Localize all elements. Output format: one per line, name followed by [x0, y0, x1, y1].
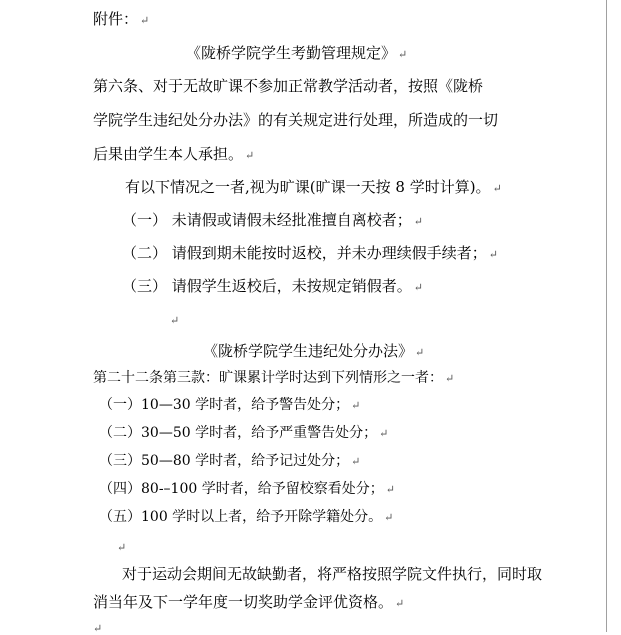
paragraph-mark-icon: ↵	[117, 541, 127, 554]
paragraph-mark-icon: ↵	[385, 483, 395, 496]
absence-item: （一） 未请假或请假未经批准擅自离校者； ↵	[122, 211, 423, 229]
empty-paragraph	[168, 312, 179, 327]
penalty-item: （三）50—80 学时者，给予记过处分； ↵	[99, 453, 361, 469]
penalty-item: （一）10—30 学时者，给予警告处分； ↵	[99, 397, 361, 413]
paragraph-mark-icon: ↵	[245, 149, 255, 162]
attachment-label: 附件： ↵	[93, 10, 150, 28]
paragraph-mark-icon: ↵	[492, 182, 502, 195]
paragraph-mark-icon: ↵	[445, 372, 455, 385]
penalty-item: （四）80-–100 学时者，给予留校察看处分； ↵	[99, 481, 395, 497]
page-edge	[606, 0, 621, 632]
paragraph-mark-icon: ↵	[398, 48, 408, 61]
paragraph-mark-icon: ↵	[413, 215, 423, 228]
empty-paragraph	[91, 620, 102, 635]
paragraph-mark-icon: ↵	[395, 597, 405, 610]
section2-title: 《陇桥学院学生违纪处分办法》 ↵	[203, 342, 425, 360]
paragraph-mark-icon: ↵	[351, 455, 361, 468]
paragraph-mark-icon: ↵	[384, 511, 394, 524]
paragraph-mark-icon: ↵	[140, 14, 150, 27]
paragraph-mark-icon: ↵	[170, 314, 180, 327]
paragraph-mark-icon: ↵	[93, 622, 103, 635]
article-line: 后果由学生本人承担。 ↵	[93, 145, 255, 163]
closing-line: 消当年及下一学年度一切奖助学金评优资格。 ↵	[93, 593, 405, 611]
paragraph-mark-icon: ↵	[488, 248, 498, 261]
clause-intro: 第二十二条第三款：旷课累计学时达到下列情形之一者： ↵	[93, 370, 455, 386]
absence-definition: 有以下情况之一者,视为旷课(旷课一天按 8 学时计算)。 ↵	[125, 178, 502, 196]
empty-paragraph	[115, 540, 126, 554]
article-line: 第六条、对于无故旷课不参加正常教学活动者，按照《陇桥	[93, 77, 484, 95]
article-line: 学院学生违纪处分办法》的有关规定进行处理，所造成的一切	[93, 111, 499, 129]
absence-item: （三） 请假学生返校后，未按规定销假者。 ↵	[122, 277, 423, 295]
paragraph-mark-icon: ↵	[415, 346, 425, 359]
paragraph-mark-icon: ↵	[351, 399, 361, 412]
paragraph-mark-icon: ↵	[379, 427, 389, 440]
absence-item: （二） 请假到期未能按时返校，并未办理续假手续者； ↵	[122, 244, 498, 262]
penalty-item: （五）100 学时以上者，给予开除学籍处分。 ↵	[99, 509, 394, 525]
penalty-item: （二）30—50 学时者，给予严重警告处分； ↵	[99, 425, 389, 441]
paragraph-mark-icon: ↵	[413, 281, 423, 294]
closing-line: 对于运动会期间无故缺勤者，将严格按照学院文件执行，同时取	[122, 565, 543, 583]
section1-title: 《陇桥学院学生考勤管理规定》 ↵	[186, 44, 408, 62]
